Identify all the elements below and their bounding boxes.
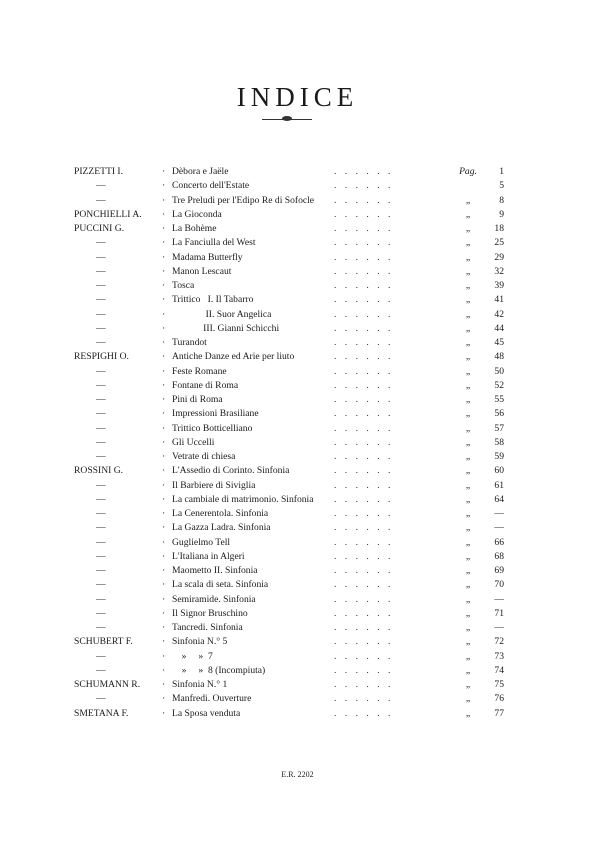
work-title: II. Suor Angelica <box>172 308 272 320</box>
index-entry <box>74 279 504 293</box>
page-number: 71 <box>494 607 504 619</box>
page-number: 64 <box>494 493 504 505</box>
separator-dot: · <box>162 579 166 591</box>
composer-name: PIZZETTI I. <box>74 166 124 177</box>
index-entry <box>74 650 504 664</box>
work-title: Impressioni Brasiliane <box>172 408 259 420</box>
index-entry <box>74 564 504 578</box>
separator-dot: · <box>162 593 166 605</box>
separator-dot: · <box>162 237 166 249</box>
page-prefix: „ <box>465 208 471 220</box>
page-number: 32 <box>494 265 504 277</box>
work-title: » » 8 (Incompiuta) <box>172 664 266 676</box>
leader-dots: . . . . . . <box>334 166 394 177</box>
page-number: 56 <box>494 408 504 420</box>
composer-name: — <box>96 379 106 391</box>
page-prefix: „ <box>465 337 471 348</box>
leader-dots: . . . . . . <box>334 679 394 690</box>
index-entry <box>74 450 504 464</box>
work-title: Fontane di Roma <box>172 379 239 391</box>
work-title: Il Signor Bruschino <box>172 607 248 619</box>
index-entry <box>74 251 504 265</box>
page-number: 29 <box>494 251 504 263</box>
work-title: Turandot <box>172 337 207 348</box>
index-entry <box>74 194 504 208</box>
work-title: » » 7 <box>172 650 213 662</box>
page-prefix: „ <box>465 664 471 676</box>
leader-dots: . . . . . . <box>334 650 394 662</box>
composer-name: — <box>96 593 106 605</box>
work-title: Dèbora e Jaële <box>172 166 229 177</box>
index-entry <box>74 322 504 336</box>
page-prefix: „ <box>465 408 471 420</box>
page-title: INDICE <box>236 82 359 112</box>
work-title: Tancredi. Sinfonia <box>172 622 243 633</box>
page-prefix: „ <box>465 394 471 405</box>
separator-dot: · <box>162 508 166 519</box>
index-entry <box>74 407 504 421</box>
index-entry <box>74 621 504 635</box>
page-prefix: „ <box>465 650 471 662</box>
page-number: 50 <box>494 365 504 377</box>
leader-dots: . . . . . . <box>334 707 394 719</box>
composer-name: — <box>96 408 106 420</box>
leader-dots: . . . . . . <box>334 308 394 320</box>
separator-dot: · <box>162 607 166 619</box>
composer-name: — <box>96 522 106 534</box>
work-title: Sinfonia N.° 5 <box>172 636 228 648</box>
work-title: Sinfonia N.° 1 <box>172 679 228 690</box>
page-number: 69 <box>494 565 504 576</box>
leader-dots: . . . . . . <box>334 294 394 306</box>
composer-name: — <box>96 508 106 519</box>
page-prefix: „ <box>465 636 471 648</box>
index-entry <box>74 208 504 222</box>
composer-name: SCHUBERT F. <box>74 636 133 648</box>
composer-name: — <box>96 194 106 206</box>
leader-dots: . . . . . . <box>334 208 394 220</box>
leader-dots: . . . . . . <box>334 337 394 348</box>
leader-dots: . . . . . . <box>334 365 394 377</box>
separator-dot: · <box>162 379 166 391</box>
composer-name: — <box>96 394 106 405</box>
page-number: 72 <box>494 636 504 648</box>
separator-dot: · <box>162 308 166 320</box>
leader-dots: . . . . . . <box>334 479 394 491</box>
leader-dots: . . . . . . <box>334 607 394 619</box>
page-prefix: „ <box>465 607 471 619</box>
composer-name: — <box>96 550 106 562</box>
page-number: 5 <box>499 180 504 192</box>
index-entry <box>74 308 504 322</box>
work-title: La Cenerentola. Sinfonia <box>172 508 269 519</box>
index-entry <box>74 507 504 521</box>
page-prefix: „ <box>465 522 471 534</box>
separator-dot: · <box>162 664 166 676</box>
composer-name: — <box>96 693 106 705</box>
separator-dot: · <box>162 251 166 263</box>
page-number: 39 <box>494 280 504 291</box>
work-title: La Bohème <box>172 223 217 234</box>
separator-dot: · <box>162 223 166 234</box>
composer-name: PUCCINI G. <box>74 223 125 234</box>
index-entry <box>74 236 504 250</box>
page-prefix: „ <box>465 593 471 605</box>
separator-dot: · <box>162 180 166 192</box>
footer-code: E.R. 2202 <box>281 770 314 779</box>
page-prefix: „ <box>465 550 471 562</box>
composer-name: — <box>96 308 106 320</box>
page-prefix: „ <box>465 679 471 690</box>
separator-dot: · <box>162 707 166 719</box>
page-prefix: „ <box>465 622 471 633</box>
work-title: Trittico Botticelliano <box>172 422 253 434</box>
page-prefix: „ <box>465 536 471 548</box>
leader-dots: . . . . . . <box>334 280 394 291</box>
index-entry <box>74 265 504 279</box>
index-entry <box>74 593 504 607</box>
separator-dot: · <box>162 622 166 633</box>
work-title: Pini di Roma <box>172 394 223 405</box>
page-prefix: „ <box>465 579 471 591</box>
page-number: 74 <box>494 664 504 676</box>
leader-dots: . . . . . . <box>334 351 394 363</box>
work-title: Manfredi. Ouverture <box>172 693 252 705</box>
page-number: 42 <box>494 308 504 320</box>
index-entry <box>74 393 504 407</box>
index-entry <box>74 293 504 307</box>
page-prefix: „ <box>465 280 471 291</box>
separator-dot: · <box>162 436 166 448</box>
work-title: L'Assedio di Corinto. Sinfonia <box>172 465 290 477</box>
separator-dot: · <box>162 337 166 348</box>
separator-dot: · <box>162 365 166 377</box>
page-number: 75 <box>494 679 504 690</box>
work-title: Madama Butterfly <box>172 251 243 263</box>
page-prefix: „ <box>465 265 471 277</box>
work-title: La cambiale di matrimonio. Sinfonia <box>172 493 314 505</box>
index-entry <box>74 222 504 236</box>
separator-dot: · <box>162 194 166 206</box>
composer-name: — <box>96 607 106 619</box>
leader-dots: . . . . . . <box>334 251 394 263</box>
separator-dot: · <box>162 522 166 534</box>
leader-dots: . . . . . . <box>334 565 394 576</box>
index-entry <box>74 536 504 550</box>
index-entry <box>74 365 504 379</box>
work-title: Vetrate di chiesa <box>172 451 236 462</box>
work-title: L'Italiana in Algeri <box>172 550 245 562</box>
page-number: 77 <box>494 707 504 719</box>
index-entry <box>74 607 504 621</box>
separator-dot: · <box>162 166 166 177</box>
composer-name: — <box>96 251 106 263</box>
leader-dots: . . . . . . <box>334 493 394 505</box>
separator-dot: · <box>162 451 166 462</box>
leader-dots: . . . . . . <box>334 223 394 234</box>
separator-dot: · <box>162 493 166 505</box>
page-prefix: „ <box>465 223 471 234</box>
composer-name: — <box>96 322 106 334</box>
page-prefix: „ <box>465 237 471 249</box>
separator-dot: · <box>162 422 166 434</box>
page-prefix: „ <box>465 565 471 576</box>
page-prefix: „ <box>465 308 471 320</box>
work-title: Maometto II. Sinfonia <box>172 565 258 576</box>
composer-name: — <box>96 265 106 277</box>
leader-dots: . . . . . . <box>334 408 394 420</box>
separator-dot: · <box>162 208 166 220</box>
page-prefix: „ <box>465 479 471 491</box>
index-entry <box>74 692 504 706</box>
composer-name: — <box>96 280 106 291</box>
separator-dot: · <box>162 565 166 576</box>
page-prefix: „ <box>465 251 471 263</box>
page-number: 68 <box>494 550 504 562</box>
leader-dots: . . . . . . <box>334 664 394 676</box>
work-title: La Gioconda <box>172 208 222 220</box>
leader-dots: . . . . . . <box>334 394 394 405</box>
index-entry <box>74 578 504 592</box>
index-entry <box>74 707 504 721</box>
index-entry <box>74 179 504 193</box>
page-number: 44 <box>494 322 504 334</box>
composer-name: — <box>96 422 106 434</box>
separator-dot: · <box>162 636 166 648</box>
leader-dots: . . . . . . <box>334 593 394 605</box>
leader-dots: . . . . . . <box>334 180 394 192</box>
page-prefix: „ <box>465 422 471 434</box>
work-title: Feste Romane <box>172 365 227 377</box>
work-title: III. Gianni Schicchi <box>172 322 280 334</box>
page-prefix: „ <box>465 508 471 519</box>
leader-dots: . . . . . . <box>334 622 394 633</box>
composer-name: ROSSINI G. <box>74 465 124 477</box>
separator-dot: · <box>162 294 166 306</box>
composer-name: — <box>96 337 106 348</box>
page-prefix: „ <box>465 194 471 206</box>
separator-dot: · <box>162 408 166 420</box>
separator-dot: · <box>162 679 166 690</box>
index-entry <box>74 379 504 393</box>
work-title: Semiramide. Sinfonia <box>172 593 256 605</box>
page-prefix: „ <box>465 451 471 462</box>
separator-dot: · <box>162 394 166 405</box>
page-number: 52 <box>494 379 504 391</box>
page-number: 76 <box>494 693 504 705</box>
index-entry <box>74 664 504 678</box>
index-entry <box>74 550 504 564</box>
index-list <box>74 165 504 721</box>
composer-name: — <box>96 436 106 448</box>
work-title: Tosca <box>172 280 195 291</box>
leader-dots: . . . . . . <box>334 436 394 448</box>
composer-name: — <box>96 622 106 633</box>
page-prefix: „ <box>465 294 471 306</box>
separator-dot: · <box>162 351 166 363</box>
index-entry <box>74 336 504 350</box>
work-title: Concerto dell'Estate <box>172 180 250 192</box>
composer-name: — <box>96 650 106 662</box>
page-number: 45 <box>494 337 504 348</box>
separator-dot: · <box>162 536 166 548</box>
composer-name: SCHUMANN R. <box>74 679 141 690</box>
leader-dots: . . . . . . <box>334 693 394 705</box>
composer-name: — <box>96 451 106 462</box>
leader-dots: . . . . . . <box>334 237 394 249</box>
index-entry <box>74 521 504 535</box>
work-title: La Gazza Ladra. Sinfonia <box>172 522 271 534</box>
leader-dots: . . . . . . <box>334 451 394 462</box>
work-title: La Fanciulla del West <box>172 237 256 249</box>
page-prefix: „ <box>465 693 471 705</box>
page-number: 58 <box>494 436 504 448</box>
separator-dot: · <box>162 265 166 277</box>
separator-dot: · <box>162 465 166 477</box>
work-title: Tre Preludi per l'Edipo Re di Sofocle <box>172 194 315 206</box>
page-prefix: „ <box>465 493 471 505</box>
page-prefix: „ <box>465 379 471 391</box>
composer-name: — <box>96 565 106 576</box>
leader-dots: . . . . . . <box>334 379 394 391</box>
page-prefix: „ <box>465 365 471 377</box>
composer-name: — <box>96 180 106 192</box>
leader-dots: . . . . . . <box>334 194 394 206</box>
index-entry <box>74 493 504 507</box>
page-number: 41 <box>494 294 504 306</box>
index-entry <box>74 464 504 478</box>
page-number: — <box>494 508 504 519</box>
composer-name: — <box>96 536 106 548</box>
leader-dots: . . . . . . <box>334 508 394 519</box>
leader-dots: . . . . . . <box>334 322 394 334</box>
page-number: 18 <box>494 223 504 234</box>
separator-dot: · <box>162 693 166 705</box>
work-title: Trittico I. Il Tabarro <box>172 294 254 306</box>
page-number: 66 <box>494 536 504 548</box>
index-entry <box>74 436 504 450</box>
separator-dot: · <box>162 479 166 491</box>
page-prefix: „ <box>465 465 471 477</box>
separator-dot: · <box>162 550 166 562</box>
page-number: 1 <box>499 166 504 177</box>
page-number: — <box>494 593 504 605</box>
leader-dots: . . . . . . <box>334 536 394 548</box>
composer-name: — <box>96 579 106 591</box>
composer-name: — <box>96 237 106 249</box>
page-number: 73 <box>494 650 504 662</box>
page-number: — <box>494 522 504 534</box>
page-number: 60 <box>494 465 504 477</box>
index-entry <box>74 422 504 436</box>
page-number: 25 <box>494 237 504 249</box>
composer-name: — <box>96 664 106 676</box>
leader-dots: . . . . . . <box>334 579 394 591</box>
index-entry <box>74 350 504 364</box>
work-title: La Sposa venduta <box>172 707 241 719</box>
page-prefix: „ <box>465 707 471 719</box>
leader-dots: . . . . . . <box>334 265 394 277</box>
composer-name: — <box>96 493 106 505</box>
composer-name: — <box>96 294 106 306</box>
page-prefix: Pag. <box>459 166 477 177</box>
page-number: 57 <box>494 422 504 434</box>
page-number: 70 <box>494 579 504 591</box>
leader-dots: . . . . . . <box>334 550 394 562</box>
work-title: Il Barbiere di Siviglia <box>172 479 256 491</box>
index-entry <box>74 479 504 493</box>
page-number: 8 <box>499 194 504 206</box>
separator-dot: · <box>162 280 166 291</box>
leader-dots: . . . . . . <box>334 636 394 648</box>
index-entry <box>74 678 504 692</box>
page-number: 61 <box>494 479 504 491</box>
leader-dots: . . . . . . <box>334 465 394 477</box>
page-prefix: „ <box>465 436 471 448</box>
separator-dot: · <box>162 322 166 334</box>
index-entry <box>74 165 504 179</box>
work-title: Guglielmo Tell <box>172 536 231 548</box>
page-number: 55 <box>494 394 504 405</box>
composer-name: PONCHIELLI A. <box>74 208 142 220</box>
leader-dots: . . . . . . <box>334 522 394 534</box>
work-title: Manon Lescaut <box>172 265 232 277</box>
page-number: 48 <box>494 351 504 363</box>
composer-name: SMETANA F. <box>74 707 129 719</box>
page-number: 59 <box>494 451 504 462</box>
index-entry <box>74 635 504 649</box>
work-title: La scala di seta. Sinfonia <box>172 579 269 591</box>
title-ornament <box>282 116 292 121</box>
composer-name: RESPIGHI O. <box>74 351 129 363</box>
page-prefix: „ <box>465 322 471 334</box>
work-title: Antiche Danze ed Arie per liuto <box>172 351 295 363</box>
separator-dot: · <box>162 650 166 662</box>
composer-name: — <box>96 365 106 377</box>
page-prefix: „ <box>465 351 471 363</box>
leader-dots: . . . . . . <box>334 422 394 434</box>
page-number: — <box>494 622 504 633</box>
work-title: Gli Uccelli <box>172 436 215 448</box>
page-number: 9 <box>499 208 504 220</box>
composer-name: — <box>96 479 106 491</box>
